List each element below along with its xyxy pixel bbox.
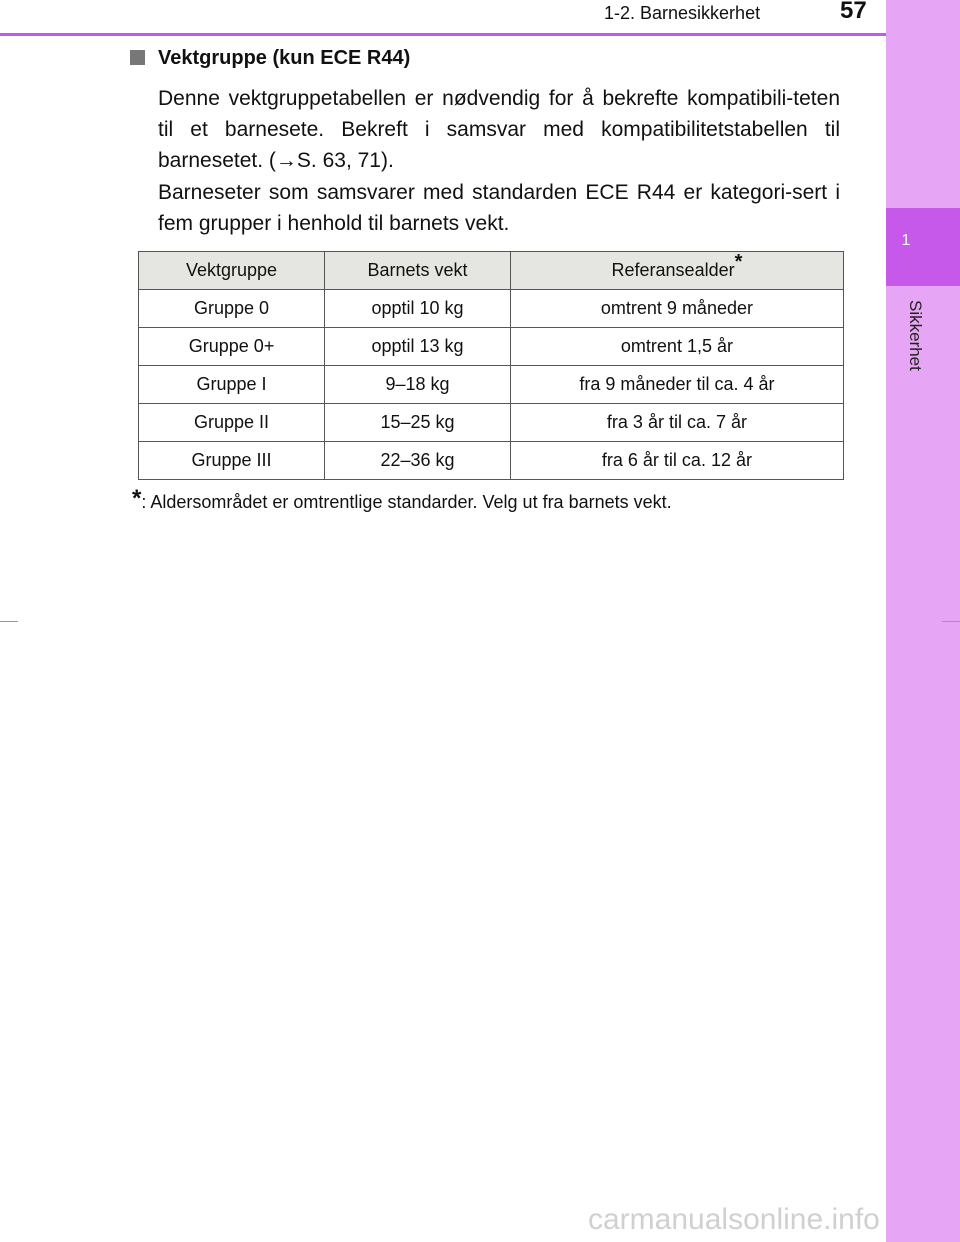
table-cell: fra 6 år til ca. 12 år xyxy=(510,442,843,480)
column-header-reference-age xyxy=(510,252,843,290)
watermark: carmanualsonline.info xyxy=(588,1203,880,1236)
table-row xyxy=(139,404,844,442)
table-cell: fra 9 måneder til ca. 4 år xyxy=(510,366,843,404)
section-heading-text: Vektgruppe (kun ECE R44) xyxy=(158,47,411,69)
table-cell: fra 3 år til ca. 7 år xyxy=(510,404,843,442)
table-row xyxy=(139,442,844,480)
chapter-number: 1 xyxy=(901,232,911,249)
table-header-row xyxy=(139,252,844,290)
table-cell: omtrent 9 måneder xyxy=(510,290,843,328)
weight-group-table xyxy=(138,251,844,480)
table-cell: Gruppe I xyxy=(139,366,325,404)
footnote-asterisk: * xyxy=(132,485,142,512)
table-row xyxy=(139,366,844,404)
crop-mark-left xyxy=(0,621,18,622)
table-cell: Gruppe III xyxy=(139,442,325,480)
table-cell: 15–25 kg xyxy=(325,404,511,442)
chapter-name: Sikkerhet xyxy=(906,300,925,371)
table-cell: omtrent 1,5 år xyxy=(510,328,843,366)
arrow-right-icon: → xyxy=(275,149,297,172)
crop-mark-right xyxy=(942,621,960,622)
table-cell: Gruppe II xyxy=(139,404,325,442)
body-paragraph-compatibility xyxy=(158,83,840,176)
column-header-weight-group: Vektgruppe xyxy=(139,252,325,290)
page-reference: S. 63, 71). xyxy=(296,149,394,172)
table-cell: 9–18 kg xyxy=(325,366,511,404)
table-cell: Gruppe 0+ xyxy=(139,328,325,366)
column-header-child-weight: Barnets vekt xyxy=(325,252,511,290)
table-cell: opptil 13 kg xyxy=(325,328,511,366)
footnote xyxy=(132,485,672,513)
square-bullet-icon xyxy=(130,50,145,65)
footnote-text: : Aldersområdet er omtrentlige standarder. Velg ut fra barnets vekt. xyxy=(141,492,672,512)
table-cell: opptil 10 kg xyxy=(325,290,511,328)
table-row xyxy=(139,290,844,328)
footnote-marker: * xyxy=(734,251,743,273)
section-heading xyxy=(130,47,410,70)
table-cell: Gruppe 0 xyxy=(139,290,325,328)
body-paragraph-groups: Barneseter som samsvarer med standarden ECE R44 er kategori-sert i fem grupper i henhold til barnets vekt. xyxy=(158,181,840,235)
table-row xyxy=(139,328,844,366)
page-number: 57 xyxy=(840,0,867,24)
column-header-reference-age-text: Referansealder xyxy=(611,260,735,280)
header-rule xyxy=(0,33,886,36)
paragraph1-text: Denne vektgruppetabellen er nødvendig for å bekrefte kompatibili-teten til et barnesete. Bekreft i samsvar med kompatibilitetstabellen til barnesetet. ( xyxy=(158,87,840,172)
table-cell: 22–36 kg xyxy=(325,442,511,480)
header-title: 1-2. Barnesikkerhet xyxy=(604,3,761,23)
